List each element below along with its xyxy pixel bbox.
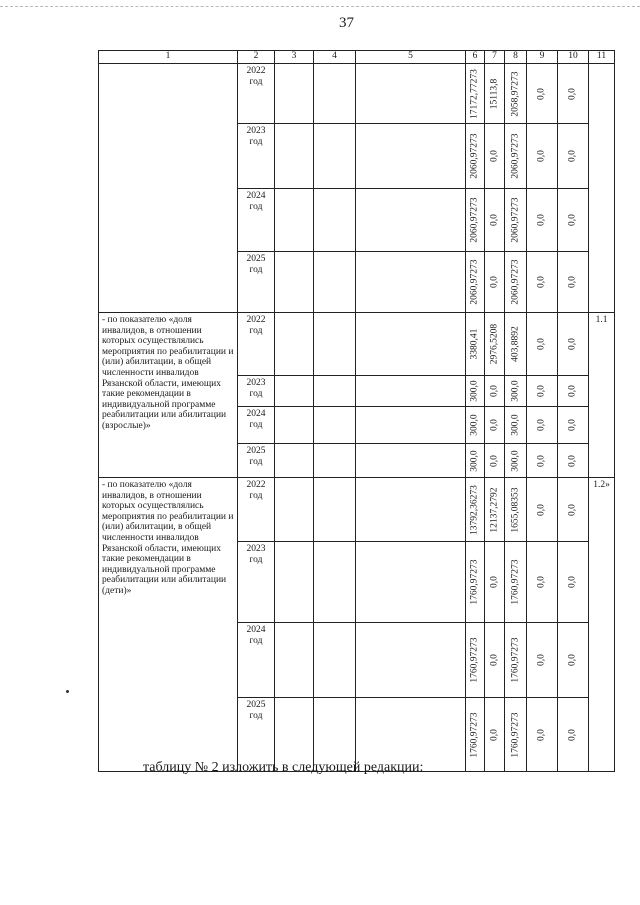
empty-cell — [275, 64, 314, 124]
total-cell-value: 2060,97273 — [469, 197, 480, 243]
empty-cell — [356, 444, 466, 478]
column-number: 10 — [558, 51, 589, 64]
indicator-description: - по показателю «доля инвалидов, в отношении которых осуществлялись мероприятия по реабилитации и (или) абилитации, в общей численности инвалидов Рязанской области, имеющих такие рекомендации в индивидуальной программе реабилитации или абилитации (дети)» — [99, 478, 238, 772]
ref-cell — [589, 64, 615, 313]
other-cell — [558, 698, 589, 772]
regional-cell-value: 300,0 — [510, 380, 521, 402]
empty-cell — [275, 376, 314, 407]
federal-cell — [485, 376, 505, 407]
empty-cell — [314, 252, 356, 313]
empty-cell — [356, 376, 466, 407]
year-cell: 2023 год — [238, 376, 275, 407]
federal-cell — [485, 407, 505, 444]
regional-cell — [505, 64, 527, 124]
scan-artifact-line — [0, 6, 640, 7]
regional-cell-value: 1760,97273 — [510, 637, 521, 683]
empty-cell — [275, 407, 314, 444]
footer-text: таблицу № 2 изложить в следующей редакции: — [143, 760, 424, 775]
local-cell-value: 0,0 — [536, 276, 547, 288]
regional-cell — [505, 623, 527, 698]
total-cell — [466, 542, 485, 623]
local-cell — [527, 407, 558, 444]
total-cell — [466, 189, 485, 252]
column-number: 4 — [314, 51, 356, 64]
federal-cell-value: 15113,8 — [489, 78, 500, 109]
other-cell — [558, 444, 589, 478]
local-cell — [527, 376, 558, 407]
ref-cell: 1.2» — [589, 478, 615, 772]
federal-cell-value: 2976,5208 — [489, 323, 500, 365]
header-row — [99, 51, 615, 64]
federal-cell-value: 12137,2792 — [489, 486, 500, 533]
empty-cell — [314, 407, 356, 444]
federal-cell-value: 0,0 — [489, 276, 500, 288]
empty-cell — [275, 478, 314, 542]
empty-cell — [275, 252, 314, 313]
federal-cell-value: 0,0 — [489, 454, 500, 467]
year-cell: 2025 год — [238, 252, 275, 313]
empty-cell — [314, 313, 356, 376]
federal-cell-value: 0,0 — [489, 214, 500, 226]
other-cell — [558, 252, 589, 313]
empty-cell — [356, 64, 466, 124]
local-cell — [527, 189, 558, 252]
empty-cell — [275, 623, 314, 698]
other-cell-value: 0,0 — [567, 338, 578, 350]
empty-cell — [275, 444, 314, 478]
column-number: 11 — [589, 51, 615, 64]
other-cell-value: 0,0 — [567, 87, 578, 100]
federal-cell — [485, 623, 505, 698]
empty-cell — [356, 189, 466, 252]
total-cell-value: 300,0 — [469, 414, 480, 436]
other-cell-value: 0,0 — [567, 419, 578, 431]
other-cell-value: 0,0 — [567, 276, 578, 288]
budget-table — [98, 50, 615, 772]
federal-cell-value: 0,0 — [489, 150, 500, 162]
other-cell-value: 0,0 — [567, 728, 578, 741]
year-cell: 2024 год — [238, 189, 275, 252]
other-cell — [558, 124, 589, 189]
regional-cell-value: 1655,08353 — [510, 486, 521, 533]
total-cell-value: 17172,77273 — [469, 68, 480, 119]
regional-cell-value: 300,0 — [510, 449, 521, 472]
regional-cell — [505, 124, 527, 189]
empty-cell — [314, 189, 356, 252]
regional-cell — [505, 444, 527, 478]
regional-cell-value: 1760,97273 — [510, 711, 521, 758]
ref-cell: 1.1 — [589, 313, 615, 478]
column-number: 5 — [356, 51, 466, 64]
indicator-cell — [99, 64, 238, 313]
regional-cell-value: 2060,97273 — [510, 133, 521, 179]
regional-cell — [505, 252, 527, 313]
regional-cell — [505, 407, 527, 444]
scan-speck — [66, 690, 69, 693]
indicator-description: - по показателю «доля инвалидов, в отношении которых осуществлялись мероприятия по реабилитации и (или) абилитации, в общей численности инвалидов Рязанской области, имеющих такие рекомендации в индивидуальной программе реабилитации или абилитации (взрослые)» — [99, 313, 238, 478]
total-cell — [466, 64, 485, 124]
federal-cell — [485, 252, 505, 313]
total-cell — [466, 252, 485, 313]
total-cell-value: 1760,97273 — [469, 637, 480, 683]
total-cell-value: 2060,97273 — [469, 133, 480, 179]
federal-cell-value: 0,0 — [489, 419, 500, 431]
column-number: 7 — [485, 51, 505, 64]
local-cell-value: 0,0 — [536, 576, 547, 588]
local-cell-value: 0,0 — [536, 150, 547, 162]
other-cell — [558, 623, 589, 698]
local-cell-value: 0,0 — [536, 87, 547, 100]
empty-cell — [356, 252, 466, 313]
other-cell-value: 0,0 — [567, 454, 578, 467]
regional-cell-value: 1760,97273 — [510, 559, 521, 605]
total-cell — [466, 623, 485, 698]
other-cell-value: 0,0 — [567, 654, 578, 666]
federal-cell — [485, 478, 505, 542]
year-cell: 2024 год — [238, 623, 275, 698]
local-cell — [527, 542, 558, 623]
local-cell-value: 0,0 — [536, 385, 547, 397]
regional-cell-value: 2060,97273 — [510, 197, 521, 243]
column-number: 2 — [238, 51, 275, 64]
year-cell: 2024 год — [238, 407, 275, 444]
local-cell — [527, 623, 558, 698]
local-cell — [527, 252, 558, 313]
year-cell: 2025 год — [238, 444, 275, 478]
federal-cell — [485, 64, 505, 124]
local-cell-value: 0,0 — [536, 728, 547, 741]
empty-cell — [314, 64, 356, 124]
other-cell-value: 0,0 — [567, 503, 578, 516]
total-cell-value: 1760,97273 — [469, 711, 480, 758]
other-cell — [558, 313, 589, 376]
local-cell-value: 0,0 — [536, 338, 547, 350]
other-cell-value: 0,0 — [567, 385, 578, 397]
regional-cell-value: 2058,97273 — [510, 70, 521, 117]
empty-cell — [275, 542, 314, 623]
empty-cell — [314, 542, 356, 623]
empty-cell — [356, 124, 466, 189]
other-cell — [558, 478, 589, 542]
total-cell — [466, 478, 485, 542]
regional-cell-value: 2060,97273 — [510, 259, 521, 305]
local-cell-value: 0,0 — [536, 503, 547, 516]
federal-cell-value: 0,0 — [489, 654, 500, 666]
year-cell: 2023 год — [238, 542, 275, 623]
local-cell — [527, 64, 558, 124]
other-cell — [558, 189, 589, 252]
table-row — [99, 313, 615, 376]
empty-cell — [275, 124, 314, 189]
empty-cell — [314, 124, 356, 189]
other-cell — [558, 376, 589, 407]
empty-cell — [314, 444, 356, 478]
year-cell: 2025 год — [238, 698, 275, 772]
total-cell-value: 1760,97273 — [469, 559, 480, 605]
local-cell — [527, 698, 558, 772]
regional-cell-value: 403,8892 — [510, 326, 521, 362]
column-number: 8 — [505, 51, 527, 64]
table-row — [99, 64, 615, 124]
regional-cell — [505, 376, 527, 407]
other-cell — [558, 407, 589, 444]
local-cell-value: 0,0 — [536, 419, 547, 431]
year-cell: 2023 год — [238, 124, 275, 189]
federal-cell — [485, 698, 505, 772]
local-cell — [527, 444, 558, 478]
regional-cell — [505, 698, 527, 772]
local-cell-value: 0,0 — [536, 214, 547, 226]
other-cell-value: 0,0 — [567, 576, 578, 588]
total-cell — [466, 444, 485, 478]
federal-cell-value: 0,0 — [489, 385, 500, 397]
empty-cell — [356, 407, 466, 444]
page-number: 37 — [339, 15, 354, 31]
federal-cell — [485, 124, 505, 189]
federal-cell-value: 0,0 — [489, 728, 500, 741]
regional-cell — [505, 478, 527, 542]
column-number: 1 — [99, 51, 238, 64]
total-cell — [466, 124, 485, 189]
other-cell-value: 0,0 — [567, 150, 578, 162]
local-cell — [527, 478, 558, 542]
total-cell-value: 300,0 — [469, 449, 480, 472]
total-cell-value: 13792,36273 — [469, 484, 480, 535]
year-cell: 2022 год — [238, 313, 275, 376]
local-cell — [527, 313, 558, 376]
table-row — [99, 478, 615, 542]
empty-cell — [356, 623, 466, 698]
total-cell-value: 3380,41 — [469, 328, 480, 360]
empty-cell — [314, 478, 356, 542]
total-cell — [466, 698, 485, 772]
regional-cell — [505, 189, 527, 252]
local-cell — [527, 124, 558, 189]
total-cell — [466, 376, 485, 407]
other-cell-value: 0,0 — [567, 214, 578, 226]
total-cell — [466, 313, 485, 376]
local-cell-value: 0,0 — [536, 454, 547, 467]
total-cell-value: 2060,97273 — [469, 259, 480, 305]
regional-cell-value: 300,0 — [510, 414, 521, 436]
total-cell-value: 300,0 — [469, 380, 480, 402]
empty-cell — [356, 478, 466, 542]
federal-cell-value: 0,0 — [489, 576, 500, 588]
federal-cell — [485, 313, 505, 376]
empty-cell — [356, 542, 466, 623]
year-cell: 2022 год — [238, 478, 275, 542]
column-number: 3 — [275, 51, 314, 64]
local-cell-value: 0,0 — [536, 654, 547, 666]
empty-cell — [275, 313, 314, 376]
federal-cell — [485, 542, 505, 623]
regional-cell — [505, 542, 527, 623]
empty-cell — [314, 376, 356, 407]
federal-cell — [485, 189, 505, 252]
empty-cell — [275, 189, 314, 252]
empty-cell — [356, 313, 466, 376]
other-cell — [558, 542, 589, 623]
other-cell — [558, 64, 589, 124]
year-cell: 2022 год — [238, 64, 275, 124]
regional-cell — [505, 313, 527, 376]
empty-cell — [314, 623, 356, 698]
federal-cell — [485, 444, 505, 478]
total-cell — [466, 407, 485, 444]
column-number: 6 — [466, 51, 485, 64]
column-number: 9 — [527, 51, 558, 64]
